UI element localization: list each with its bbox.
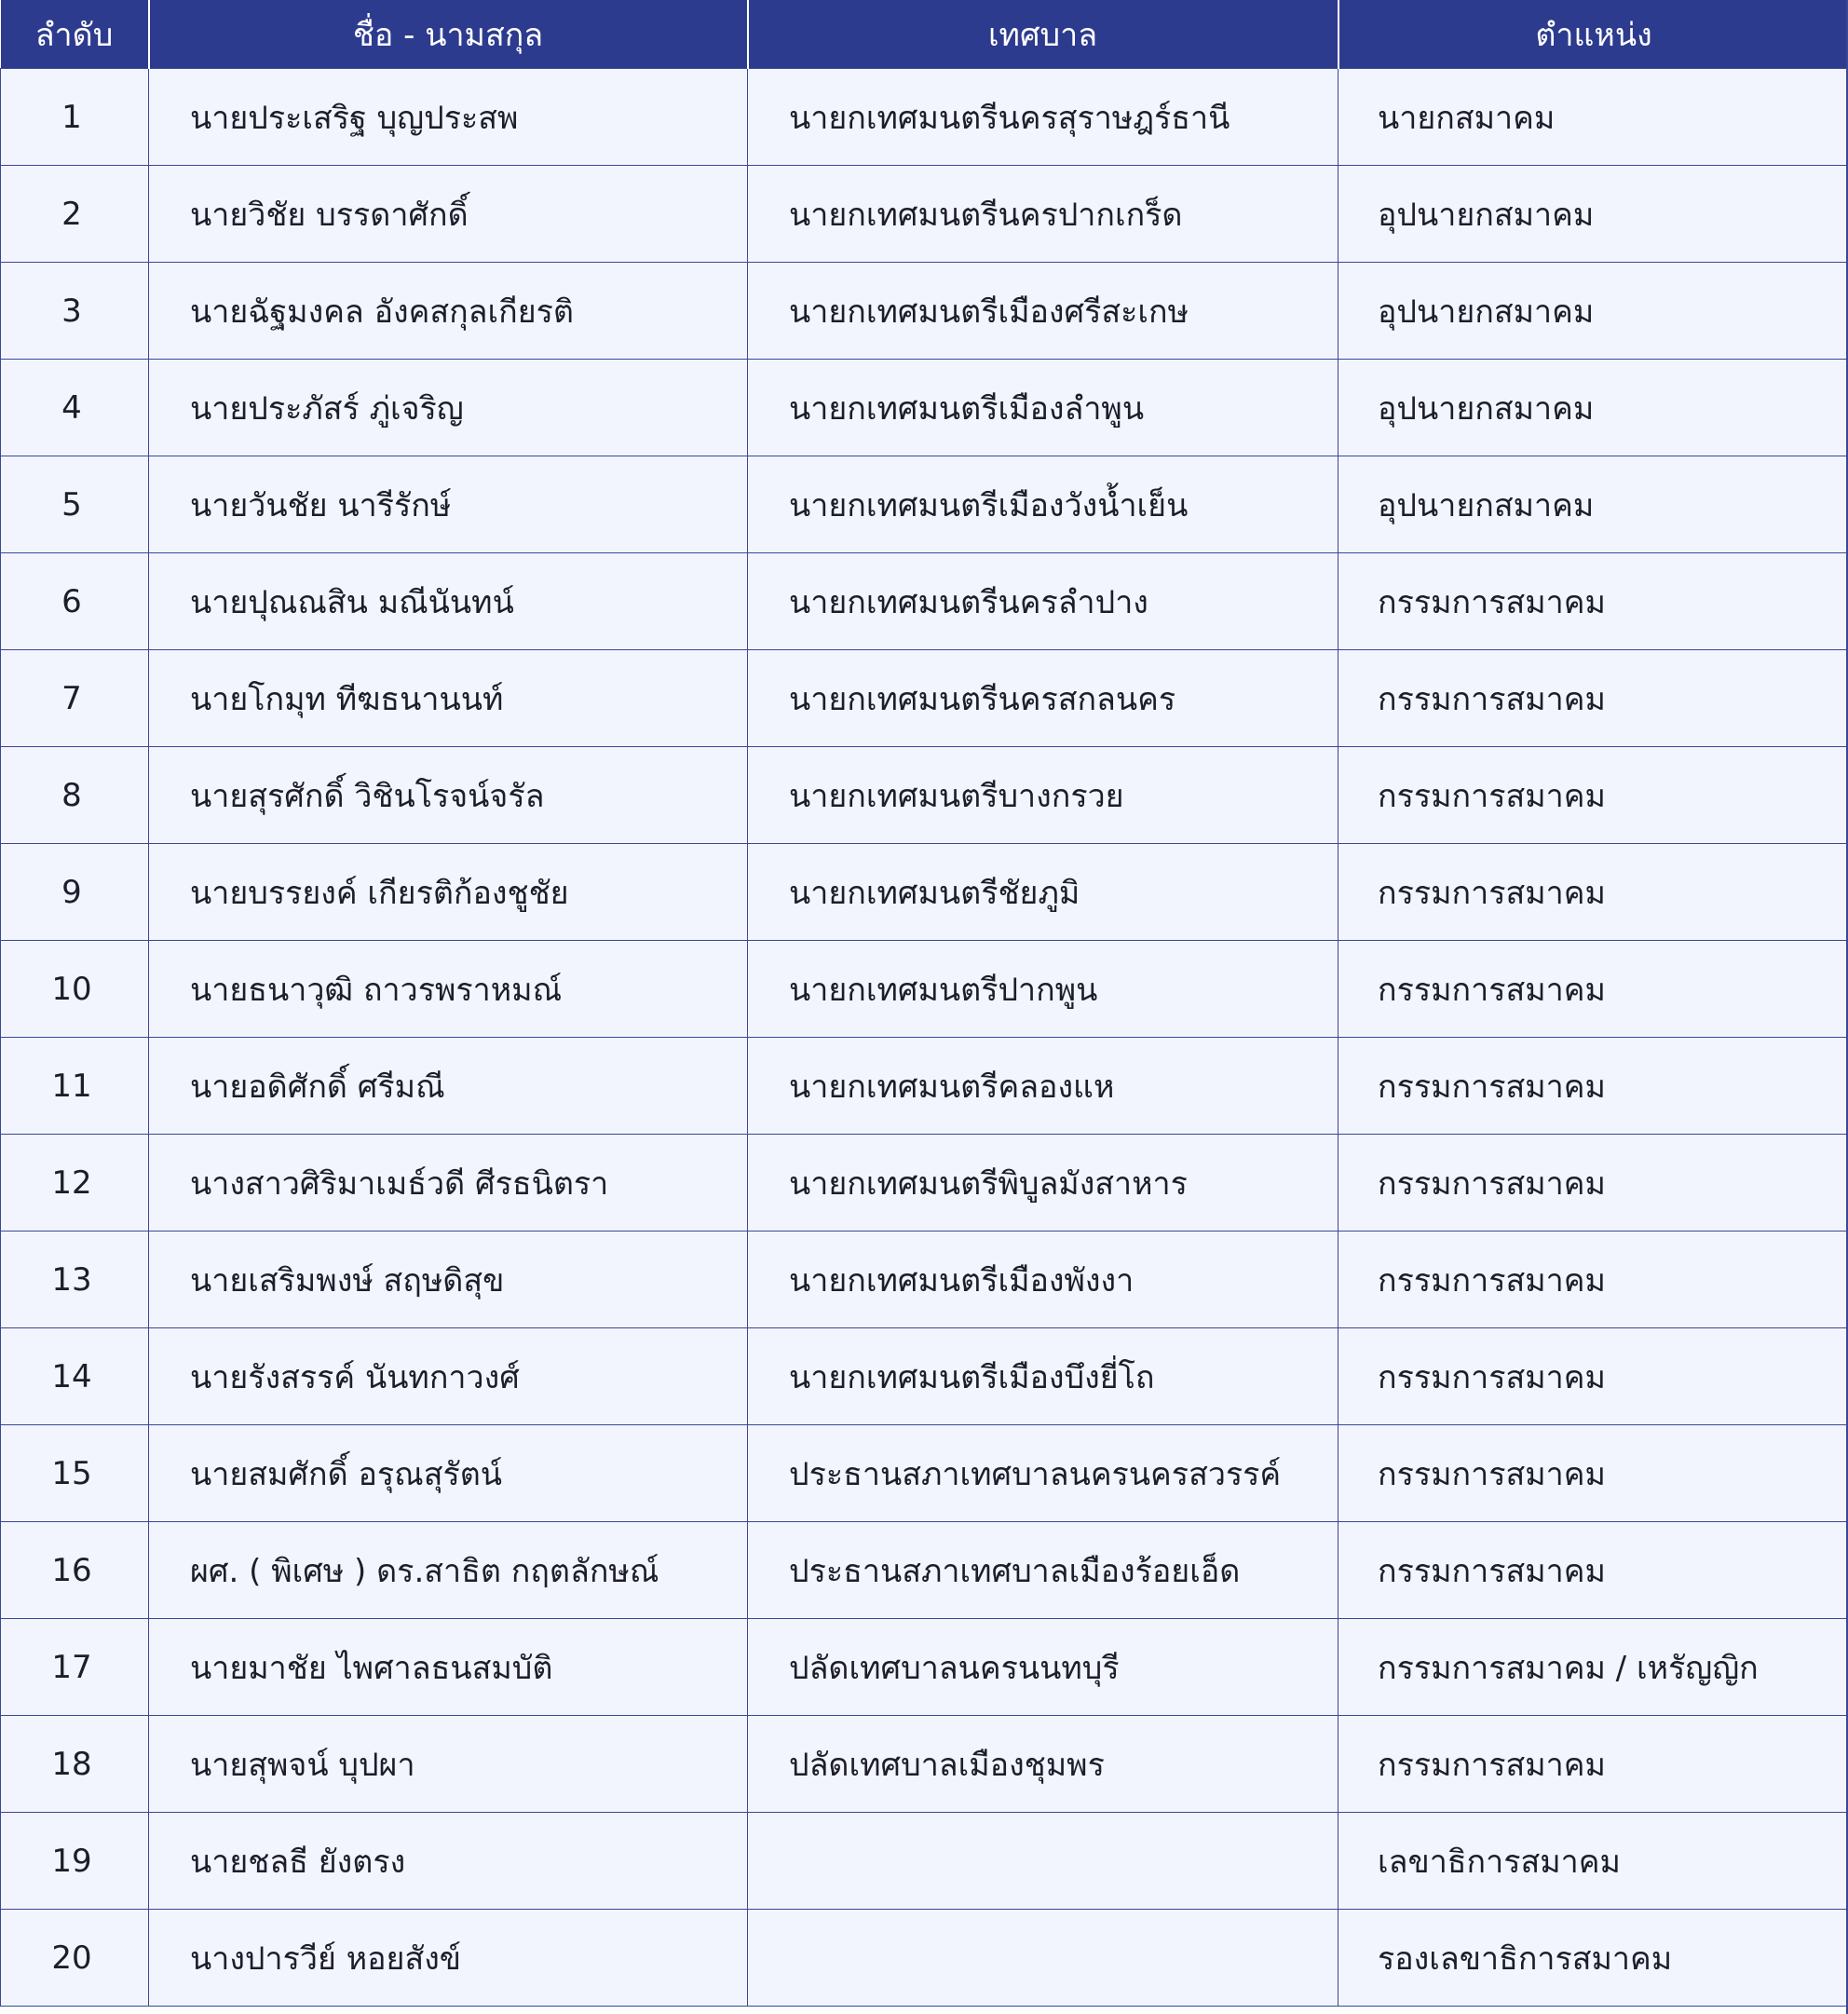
header-name: ชื่อ - นามสกุล [149,0,748,69]
cell-order: 20 [1,1910,149,2007]
table-row [1,1425,1848,1522]
cell-name: นายรังสรรค์ นันทกาวงศ์ [149,1328,748,1425]
cell-position: กรรมการสมาคม [1338,1716,1848,1813]
cell-name: นายปุณณสิน มณีนันทน์ [149,553,748,650]
cell-position: กรรมการสมาคม / เหรัญญิก [1338,1619,1848,1716]
cell-name: นายสมศักดิ์ อรุณสุรัตน์ [149,1425,748,1522]
cell-municipality: นายกเทศมนตรีเมืองวังน้ำเย็น [748,456,1338,553]
table-header [1,0,1848,69]
cell-position: กรรมการสมาคม [1338,1522,1848,1619]
cell-position: กรรมการสมาคม [1338,1232,1848,1328]
cell-municipality: นายกเทศมนตรีนครลำปาง [748,553,1338,650]
cell-name: นายธนาวุฒิ ถาวรพราหมณ์ [149,941,748,1038]
cell-position: อุปนายกสมาคม [1338,166,1848,263]
cell-order: 2 [1,166,149,263]
cell-municipality: นายกเทศมนตรีชัยภูมิ [748,844,1338,941]
cell-name: นายอดิศักดิ์ ศรีมณี [149,1038,748,1135]
cell-municipality: นายกเทศมนตรีเมืองศรีสะเกษ [748,263,1338,360]
cell-municipality: นายกเทศมนตรีเมืองพังงา [748,1232,1338,1328]
cell-municipality: นายกเทศมนตรีคลองแห [748,1038,1338,1135]
table-row [1,650,1848,747]
cell-name: นายฉัฐมงคล อังคสกุลเกียรติ [149,263,748,360]
cell-position: กรรมการสมาคม [1338,941,1848,1038]
cell-name: นายวันชัย นารีรักษ์ [149,456,748,553]
table-row [1,1619,1848,1716]
cell-name: นางสาวศิริมาเมธ์วดี ศีรธนิตรา [149,1135,748,1232]
cell-municipality: นายกเทศมนตรีเมืองบึงยี่โถ [748,1328,1338,1425]
cell-name: นายโกมุท ทีฆธนานนท์ [149,650,748,747]
header-row [1,0,1848,69]
cell-position: อุปนายกสมาคม [1338,263,1848,360]
cell-name: นายประภัสร์ ภู่เจริญ [149,360,748,456]
header-order: ลำดับ [1,0,149,69]
cell-order: 11 [1,1038,149,1135]
table-row [1,1716,1848,1813]
table-row [1,747,1848,844]
cell-municipality: ประธานสภาเทศบาลนครนครสวรรค์ [748,1425,1338,1522]
table-row [1,1910,1848,2007]
table-row [1,360,1848,456]
cell-order: 12 [1,1135,149,1232]
table-row [1,1135,1848,1232]
cell-position: นายกสมาคม [1338,69,1848,166]
cell-order: 6 [1,553,149,650]
header-position: ตำแหน่ง [1338,0,1848,69]
cell-order: 17 [1,1619,149,1716]
table-row [1,844,1848,941]
cell-position: กรรมการสมาคม [1338,1135,1848,1232]
cell-municipality: ปลัดเทศบาลนครนนทบุรี [748,1619,1338,1716]
table-row [1,941,1848,1038]
table-row [1,1522,1848,1619]
cell-name: นายเสริมพงษ์ สฤษดิสุข [149,1232,748,1328]
cell-municipality [748,1813,1338,1910]
cell-order: 1 [1,69,149,166]
table-row [1,553,1848,650]
cell-municipality: นายกเทศมนตรีนครสกลนคร [748,650,1338,747]
cell-order: 10 [1,941,149,1038]
cell-name: ผศ. ( พิเศษ ) ดร.สาธิต กฤตลักษณ์ [149,1522,748,1619]
cell-name: นางปารวีย์ หอยสังข์ [149,1910,748,2007]
table-row [1,456,1848,553]
table-row [1,1038,1848,1135]
table-row [1,1328,1848,1425]
cell-position: กรรมการสมาคม [1338,844,1848,941]
cell-order: 8 [1,747,149,844]
cell-municipality: นายกเทศมนตรีปากพูน [748,941,1338,1038]
cell-position: กรรมการสมาคม [1338,553,1848,650]
cell-position: รองเลขาธิการสมาคม [1338,1910,1848,2007]
cell-municipality: นายกเทศมนตรีพิบูลมังสาหาร [748,1135,1338,1232]
cell-order: 14 [1,1328,149,1425]
cell-order: 5 [1,456,149,553]
cell-order: 16 [1,1522,149,1619]
cell-order: 7 [1,650,149,747]
cell-municipality: นายกเทศมนตรีเมืองลำพูน [748,360,1338,456]
cell-order: 19 [1,1813,149,1910]
cell-municipality: นายกเทศมนตรีนครปากเกร็ด [748,166,1338,263]
cell-name: นายวิชัย บรรดาศักดิ์ [149,166,748,263]
cell-name: นายประเสริฐ บุญประสพ [149,69,748,166]
header-municipality: เทศบาล [748,0,1338,69]
cell-position: กรรมการสมาคม [1338,1328,1848,1425]
cell-name: นายบรรยงค์ เกียรติก้องชูชัย [149,844,748,941]
cell-position: เลขาธิการสมาคม [1338,1813,1848,1910]
table-row [1,1232,1848,1328]
cell-order: 4 [1,360,149,456]
cell-municipality: นายกเทศมนตรีนครสุราษฎร์ธานี [748,69,1338,166]
cell-municipality: นายกเทศมนตรีบางกรวย [748,747,1338,844]
cell-order: 9 [1,844,149,941]
table-row [1,166,1848,263]
cell-order: 13 [1,1232,149,1328]
cell-name: นายชลธี ยังตรง [149,1813,748,1910]
cell-order: 3 [1,263,149,360]
cell-position: กรรมการสมาคม [1338,650,1848,747]
cell-position: อุปนายกสมาคม [1338,360,1848,456]
cell-municipality [748,1910,1338,2007]
table-row [1,1813,1848,1910]
cell-municipality: ปลัดเทศบาลเมืองชุมพร [748,1716,1338,1813]
cell-name: นายสุรศักดิ์ วิชินโรจน์จรัล [149,747,748,844]
cell-name: นายมาชัย ไพศาลธนสมบัติ [149,1619,748,1716]
cell-position: กรรมการสมาคม [1338,1038,1848,1135]
cell-order: 18 [1,1716,149,1813]
table-body [1,69,1848,2007]
cell-position: กรรมการสมาคม [1338,747,1848,844]
table-row [1,69,1848,166]
cell-name: นายสุพจน์ บุปผา [149,1716,748,1813]
table-row [1,263,1848,360]
cell-municipality: ประธานสภาเทศบาลเมืองร้อยเอ็ด [748,1522,1338,1619]
cell-position: กรรมการสมาคม [1338,1425,1848,1522]
cell-order: 15 [1,1425,149,1522]
cell-position: อุปนายกสมาคม [1338,456,1848,553]
